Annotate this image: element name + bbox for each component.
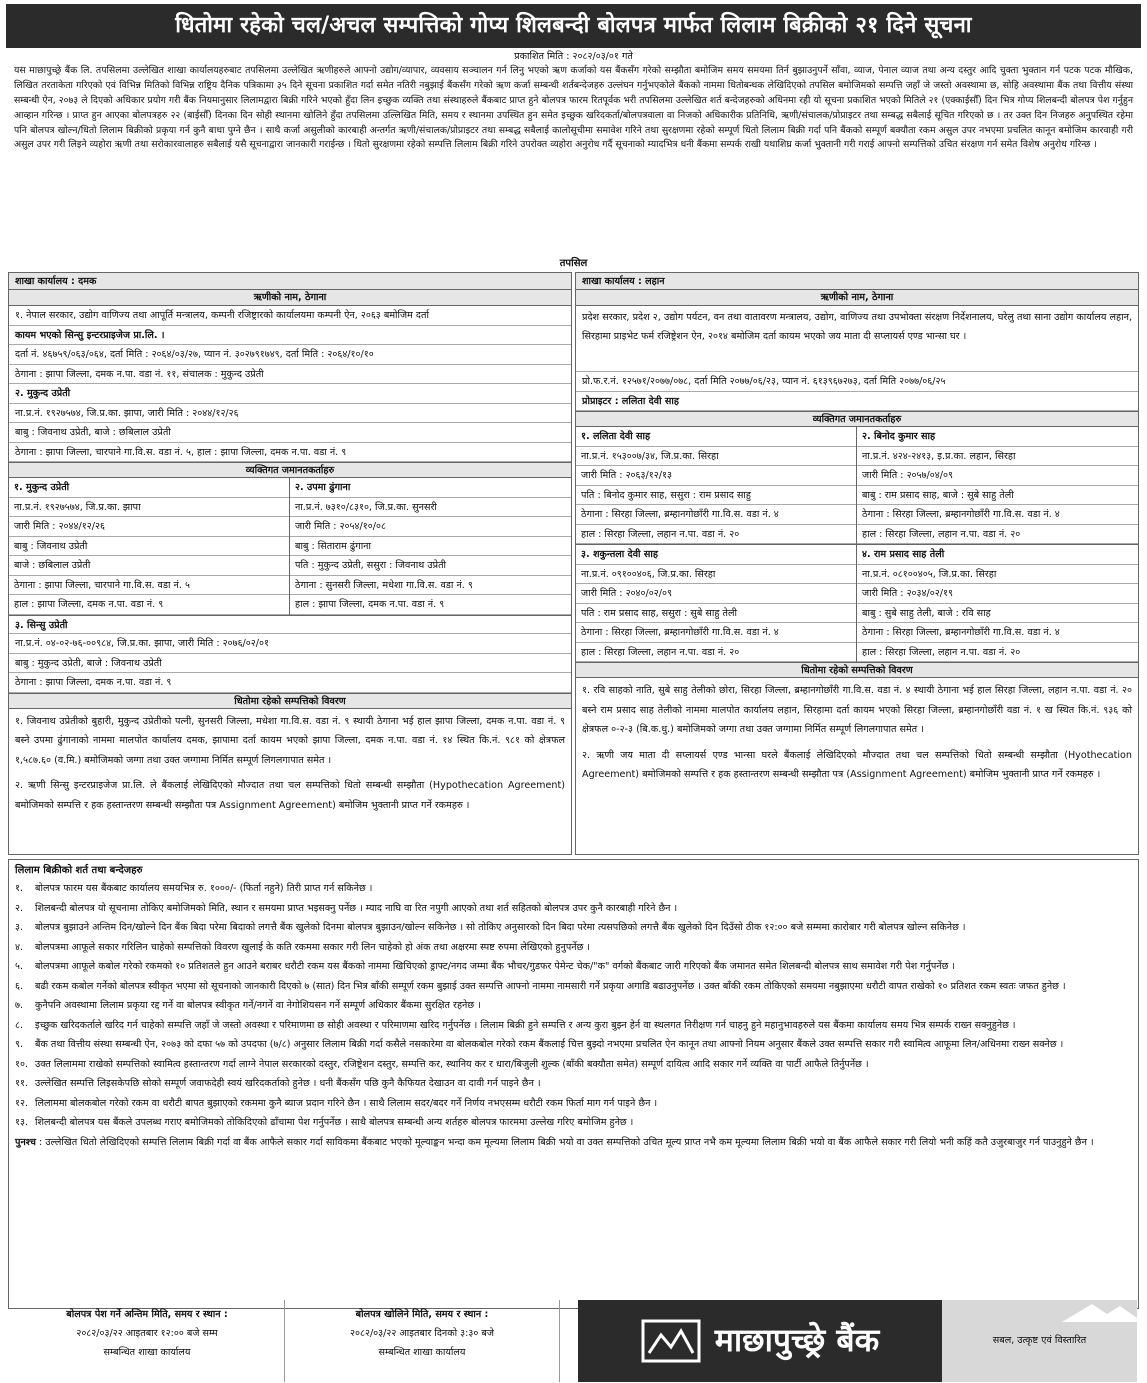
guarantor-line: जारी मिति : २०६३/१२/१३ (576, 466, 856, 486)
guarantor-card (576, 545, 857, 662)
guarantor-line: बाबु : सुबे साहु तेली, बाजे : रवि साह (857, 604, 1138, 624)
guarantor-line: ना.प्र.नं. ०९१००४०६, जि.प्र.का. सिरहा (576, 565, 856, 585)
condition-number: ४. (15, 941, 24, 953)
guarantor-line: बाबु : सिताराम ढुंगाना (290, 537, 571, 557)
guarantor-line: हाल : सिरहा जिल्ला, लहान न.पा. वडा नं. २० (576, 643, 856, 663)
condition-text: बढी रकम कबोल गर्नेको बोलपत्र स्वीकृत भएमा सो सूचनाको जानकारी दिएको ७ (सात) दिन भित्र बाँकी सम्पूर्ण रकम बुझाई उक्त सम्पत्ति आफ्नो नाममा नामसारी गर्ने प्रकृया अगाडि बढाउनुपर्नेछ । उक्त बाँकी रकम तोकिएको समयमा नबुझाएमा धरौटी वापत राखेको १० प्रतिशत रकम स्वतः जफत हुनेछ । (35, 980, 1066, 992)
condition-number: ११. (15, 1078, 29, 1089)
guarantor-card (857, 427, 1138, 544)
guarantor-line: हाल : सिरहा जिल्ला, लहान न.पा. वडा नं. २० (857, 525, 1138, 545)
borrower-line: ठेगाना : झापा जिल्ला, चारपाने गा.वि.स. वडा नं. ५, हाल : झापा जिल्ला, दमक न.पा. वडा नं. ९ (9, 443, 571, 463)
guarantor-name: १. मुकुन्द उप्रेती (9, 478, 289, 498)
notice-page (0, 4, 1147, 1383)
condition-text: शिलबन्दी बोलपत्र यस बैंकले उपलब्ध गराए बमोजिमको तोकिदिएको ढाँचामा पेश गर्नुपर्नेछ । साथै बोलपत्र सम्बन्धी अन्य शर्तहरु बोलपत्र फारममा उल्लेख गरिए बमोजिम हुनेछ । (35, 1117, 634, 1128)
condition-item (15, 879, 1132, 899)
submission-datetime: २०८२/०३/२२ आइतबार १२:०० बजे सम्म (76, 1328, 218, 1339)
guarantor-line: जारी मिति : २०४४/१२/२६ (9, 517, 289, 537)
condition-text: इच्छुक खरिदकर्ताले खरिद गर्न चाहेको सम्पत्ति जहाँ जे जस्तो अवस्था र परिमाणमा छ सोही अवस्था र परिमाणमा खरिद गर्नुपर्नेछ । लिलाम बिक्री हुने सम्पत्ति र अन्य कुरा बुझ्न हेर्न वा स्थलगत निरीक्षण गर्न चाहनु हुने महानुभावहरुले यस बैंकमा कार्यालय समय भित्र सम्पर्क राख्न सक्नुहुनेछ । (35, 1019, 1016, 1031)
auction-conditions (8, 859, 1139, 1309)
condition-text: बोलपत्र बुझाउने अन्तिम दिन/खोल्ने दिन बैंक बिदा परेमा बिदाको लगत्तै बैंक खुलेको दिनमा बोलपत्र बुझाउन/खोल्न सकिनेछ । सो तोकिए अनुसारको दिन बिदा परेमा त्यसपछिको लगत्तै बैंक खुलेको दिन दिउँसो ठीक १२:०० बजे सम्ममा कारोबार गरी बोलपत्र खोल्न सकिनेछ । (35, 922, 966, 933)
guarantor-card (290, 478, 571, 615)
guarantor-line: हाल : सिरहा जिल्ला, लहान न.पा. वडा नं. २० (576, 525, 856, 545)
condition-number: १. (15, 883, 24, 894)
bank-name: माछापुच्छ्रे बैंक (714, 1321, 880, 1360)
borrower-line: बाबु : जिवनाथ उप्रेती, बाजे : छबिलाल उप्रेती (9, 423, 571, 443)
condition-text: बोलपत्रमा आफूले सकार गरिलिन चाहेको सम्पत्तिको विवरण खुलाई के कति रकममा सकार गरी लिन चाहेको हो अंक तथा अक्षरमा स्पष्ट रुपमा लेखिएको हुनुपर्नेछ । (35, 941, 591, 953)
postscript-text: : उल्लेखित धितो लेखिदिएको सम्पत्ति लिलाम बिक्री गर्दा वा बैंक आफैले सकार गर्दा साविकमा बैंकबाट भएको मूल्याङ्कन भन्दा कम मूल्यमा लिलाम बिक्री भयो वा उक्त सम्पत्तिको उचित मूल्य प्राप्त नभै कम मूल्यमा लिलाम बिक्री भयो वा बैंक आफैले सकार गरी लियो भनी कहिं कतै उजुरबाजुर गर्न पाउनुहुने छैन । (39, 1136, 1094, 1148)
guarantor-line: ठेगाना : सिरहा जिल्ला, ब्रम्हानगोछाँरी गा.वि.स. वडा नं. ४ (576, 505, 856, 525)
condition-text: शिलबन्दी बोलपत्र यो सूचनामा तोकिए बमोजिमको मिति, स्थान र समयमा प्राप्त भइसक्नु पर्नेछ । म्याद नाघि वा रित नपुगी आएको तथा शर्त सहितको बोलपत्र उपर कुनै कारबाही गरिने छैन । (35, 902, 678, 914)
guarantor-line: ठेगाना : सिरहा जिल्ला, ब्रम्हानगोछाँरी गा.वि.स. वडा नं. ४ (857, 505, 1138, 525)
condition-item (15, 938, 1132, 958)
tagline-box (942, 1300, 1137, 1382)
guarantor-name: ३. सिन्सु उप्रेती (9, 615, 571, 635)
branch-lahan (575, 272, 1139, 855)
condition-text: कुनैपनि अवस्थामा लिलाम प्रकृया रद्द गर्ने वा बोलपत्र स्वीकृत गर्ने/नगर्ने वा नेगोशियसन गर्ने सम्पूर्ण अधिकार बैंकमा सुरक्षित रहनेछ । (35, 1000, 481, 1011)
guarantor-line: हाल : झापा जिल्ला, दमक न.पा. वडा नं. ९ (9, 595, 289, 615)
guarantor-grid (576, 427, 1138, 544)
condition-text: बैंक तथा वित्तीय संस्था सम्बन्धी ऐन, २०७३ को दफा ५७ को उपदफा (७/८) अनुसार लिलाम बिक्री गर्दा कसैले नसकारेमा वा बोलकबोल गरेको रकम बैंकलाई चित्त बुझ्दो नभएमा प्रचलित ऐन कानून तथा आफ्नो नियम अनुसार बैंकले उक्त सम्पत्ति सकार गरी स्वामित्व आफूमा लिन/अधिनमा राख्न सक्नेछ । (35, 1039, 1064, 1050)
submission-place: सम्बन्धित शाखा कार्यालय (103, 1347, 191, 1358)
condition-item (15, 918, 1132, 938)
guarantor-line: ठेगाना : झापा जिल्ला, दमक न.पा. वडा नं. ९ (9, 673, 571, 693)
tagline: सबल, उत्कृष्ट एवं विस्तारित (992, 1334, 1087, 1346)
guarantor-line: हाल : सिरहा जिल्ला, लहान न.पा. वडा नं. २० (857, 643, 1138, 663)
condition-item (15, 1055, 1132, 1075)
mountain-decoration-icon (942, 1300, 1137, 1322)
guarantor-line: हाल : झापा जिल्ला, दमक न.पा. वडा नं. ९ (290, 595, 571, 615)
guarantor-line: ना.प्र.नं. ०४-०२-७६-००९८४, जि.प्र.का. झापा, जारी मिति : २०७६/०२/०१ (9, 634, 571, 654)
branch-columns (8, 272, 1139, 855)
guarantor-line: ठेगाना : सुनसरी जिल्ला, मधेशा गा.वि.स. वडा नं. ९ (290, 576, 571, 596)
condition-text: बोलपत्रमा आफूले कबोल गरेको रकमको १० प्रतिशतले हुन आउने बराबर धरौटी रकम यस बैंकको नाममा खिचिएको ड्राफ्ट/नगद जम्मा बैंक भौचर/गुडफर पेमेन्ट चेक/"क" वर्गको बैंकबाट जारी गरिएको बैंक जमानत समेत शिलबन्दी बोलपत्र साथ समावेश गरी पेश गर्नुपर्नेछ । (35, 961, 956, 972)
condition-number: ६. (15, 980, 24, 992)
branch-damak (8, 272, 572, 855)
guarantor-name: २. बिनोद कुमार साह (857, 427, 1138, 447)
borrower-line: १. नेपाल सरकार, उद्योग वाणिज्य तथा आपूर्ति मन्त्रालय, कम्पनी रजिष्ट्रारको कार्यालयमा कम्पनी ऐन, २०६३ बमोजिम दर्ता (9, 306, 571, 326)
condition-number: १०. (15, 1058, 29, 1070)
borrower-line: ठेगाना : झापा जिल्ला, दमक न.पा. वडा नं. ११, संचालक : मुकुन्द उप्रेती (9, 365, 571, 385)
guarantor-card (576, 427, 857, 544)
property-item: २. ऋणी सिन्सु इन्टरप्राइजेज प्रा.लि. ले बैंकलाई लेखिदिएको मौज्दात तथा चल सम्पत्तिको धितो सम्बन्धी सम्झौता (Hypothecation Agreement) बमोजिमको सम्पत्ति र हक हस्तान्तरण सम्बन्धी सम्झौता पत्र Assignment Agreement) बमोजिम भुक्तानी प्राप्त गर्ने रकमहरु । (15, 780, 565, 811)
opening-place: सम्बन्धित शाखा कार्यालय (378, 1347, 466, 1358)
guarantor-line: बाजे : छबिलाल उप्रेती (9, 556, 289, 576)
submission-title: बोलपत्र पेश गर्ने अन्तिम मिति, समय र स्थान : (66, 1309, 228, 1320)
condition-number: ५. (15, 961, 24, 972)
guarantor-name: ४. राम प्रसाद साह तेली (857, 545, 1138, 565)
guarantor-grid (9, 478, 571, 615)
borrower-text: प्रदेश सरकार, प्रदेश २, उद्योग पर्यटन, वन तथा वातावरण मन्त्रालय, उद्योग, वाणिज्य तथा उपभोक्ता संरक्षण निर्देशनालय, घरेलु तथा साना उद्योग कार्यालय लहान, सिरहामा प्राइभेट फर्म रजिष्ट्रेशन ऐन, २०१४ बमोजिम दर्ता कायम भएको जय माता दी सप्लायर्स एण्ड भान्सा घर । (576, 306, 1138, 372)
condition-number: १३. (15, 1117, 29, 1128)
guarantor-line: ना.प्र.नं. ०८१००४०५, जि.प्र.का. सिरहा (857, 565, 1138, 585)
guarantor-line: पति : राम प्रसाद साह, ससुरा : सुबे साहु तेली (576, 604, 856, 624)
postscript-label: पुनश्च (15, 1136, 36, 1148)
proprietor-line: प्रोप्राइटर : ललिता देवी साह (576, 392, 1138, 412)
condition-number: ३. (15, 922, 24, 933)
conditions-title: लिलाम बिक्रीको शर्त तथा बन्देजहरु (15, 865, 143, 876)
postscript (15, 1133, 1132, 1153)
mountain-logo-icon (641, 1319, 701, 1363)
conditions-list (15, 879, 1132, 1133)
property-item: २. ऋणी जय माता दी सप्लायर्स एण्ड भान्सा घरले बैंकलाई लेखिदिएको मौज्दात तथा चल सम्पत्तिको धितो सम्बन्धी सम्झौता (Hyothecation Agreement) बमोजिमको सम्पत्ति र हक हस्तान्तरण सम्बन्धी सम्झौता पत्र (Assignment Agreement) बमोजिम भुक्तानी प्राप्त गर्ने रकमहरु । (582, 749, 1132, 780)
guarantor-line: जारी मिति : २०३४/०२/१९ (857, 584, 1138, 604)
condition-item (15, 1016, 1132, 1036)
condition-number: ७. (15, 1000, 24, 1011)
condition-text: लिलाममा बोलकबोल गरेको रकम वा धरौटी बापत बुझाएको रकममा कुनै ब्याज प्रदान गरिने छैन । साथै लिलाम सदर/बदर गर्ने निर्णय नभएसम्म धरौटी रकम फिर्ता माग गर्न पाइने छैन । (35, 1097, 658, 1109)
condition-item (15, 899, 1132, 919)
guarantor-line: ना.प्र.नं. १५३००७/३४, जि.प्र.का. सिरहा (576, 447, 856, 467)
condition-text: उल्लेखित सम्पत्ति लिइसकेपछि सोको सम्पूर्ण जवाफदेही स्वयं खरिदकर्ताको हुनेछ । धनी बैंकसँग पछि कुनै कैफियत देखाउन वा दावी गर्न पाइने छैन । (35, 1078, 541, 1089)
guarantor-name: १. ललिता देवी साह (576, 427, 856, 447)
guarantor-line: ठेगाना : सिरहा जिल्ला, ब्रम्हानगोछाँरी गा.वि.स. वडा नं. ४ (576, 623, 856, 643)
guarantor-line: बाबु : जिवनाथ उप्रेती (9, 537, 289, 557)
property-header: धितोमा रहेको सम्पत्तिको विवरण (9, 693, 571, 709)
condition-item (15, 1094, 1132, 1114)
branch-header: शाखा कार्यालय : दमक (9, 273, 571, 290)
footer (10, 1300, 1137, 1382)
borrower-line: ना.प्र.नं. १९२७५७४, जि.प्र.का. झापा, जारी मिति : २०४४/१२/२६ (9, 404, 571, 424)
condition-item (15, 996, 1132, 1016)
borrower-header: ऋणीको नाम, ठेगाना (576, 290, 1138, 306)
publish-date: प्रकाशित मिति : २०८२/०३/०१ गते (514, 51, 633, 62)
condition-number: १२. (15, 1097, 29, 1109)
borrower-line: दर्ता नं. ४६७५९/०६३/०६४, दर्ता मिति : २०६४/०३/२७, प्यान नं. ३०२७९१७४९, दर्ता मिति : २०६४/१०/१० (9, 345, 571, 365)
guarantor-line: ठेगाना : सिरहा जिल्ला, ब्रम्हानगोछाँरी गा.वि.स. वडा नं. ४ (857, 623, 1138, 643)
opening-datetime: २०८२/०३/२२ आइतबार दिनको ३:३० बजे (350, 1328, 494, 1339)
condition-item (15, 977, 1132, 997)
guarantor-line: जारी मिति : २०४०/०२/०९ (576, 584, 856, 604)
guarantor-card (857, 545, 1138, 662)
notice-title: धितोमा रहेको चल/अचल सम्पत्तिको गोप्य शिलबन्दी बोलपत्र मार्फत लिलाम बिक्रीको २१ दिने सूचना (6, 4, 1141, 48)
branch-header: शाखा कार्यालय : लहान (576, 273, 1138, 290)
guarantor-line: जारी मिति : २०५४/१०/०८ (290, 517, 571, 537)
submission-info (10, 1300, 285, 1382)
condition-text: उक्त लिलाममा राखेको सम्पत्तिको स्वामित्व हस्तान्तरण गर्दा लाग्ने नेपाल सरकारको दस्तुर, रजिष्ट्रेशन दस्तुर, सम्पत्ति कर, स्थानिय कर र धारा/बिजुली शुल्क (बाँकी बक्यौता समेत) सम्पूर्ण दायित्व आदि सकार गर्ने व्यक्ति वा पार्टी आफैले तिर्नुपर्नेछ । (35, 1058, 869, 1070)
guarantor-line: ठेगाना : झापा जिल्ला, चारपाने गा.वि.स. वडा नं. ५ (9, 576, 289, 596)
condition-item (15, 1074, 1132, 1094)
guarantor-line: बाबु : राम प्रसाद साह, बाजे : सुबे साहु तेली (857, 486, 1138, 506)
opening-title: बोलपत्र खोलिने मिति, समय र स्थान : (355, 1309, 489, 1320)
guarantor-line: पति : मुकुन्द उप्रेती, ससुरा : जिवनाथ उप्रेती (290, 556, 571, 576)
schedule-heading: तपसिल (559, 258, 588, 269)
property-header: धितोमा रहेको सम्पत्तिको विवरण (576, 662, 1138, 678)
guarantor-line: पति : बिनोद कुमार साह, ससुरा : राम प्रसाद साहु (576, 486, 856, 506)
guarantor-line: ना.प्र.नं. १९२७५७४, जि.प्र.का. झापा (9, 498, 289, 518)
condition-number: ९. (15, 1039, 24, 1050)
property-item: १. जिवनाथ उप्रेतीको बुहारी, मुकुन्द उप्रेतीको पत्नी, सुनसरी जिल्ला, मधेशा गा.वि.स. वडा नं. ९ स्थायी ठेगाना भई हाल झापा जिल्ला, दमक न.पा. वडा नं. ९ बस्ने उपमा ढुंगानाको नाममा मालपोत कार्यालय दमक, झापामा दर्ता कायम भएको झापा जिल्ला, दमक न.पा. वडा नं. १४ स्थित कि.नं. ९८१ को क्षेत्रफल १,५८७.६० (व.मि.) बमोजिमको जग्गा तथा उक्त जग्गामा निर्मित सम्पूर्ण लिगलगापात समेत । (15, 715, 565, 766)
guarantor-line: ना.प्र.नं. ७३१०/८३१०, जि.प्र.का. सुनसरी (290, 498, 571, 518)
borrower-line: कायम भएको सिन्सु इन्टरप्राइजेज प्रा.लि. । (9, 326, 571, 346)
guarantor-name: ३. शकुन्तला देवी साह (576, 545, 856, 565)
borrower-name: २. मुकुन्द उप्रेती (9, 384, 571, 404)
property-item: १. रवि साहको नाति, सुबे साहु तेलीको छोरा, सिरहा जिल्ला, ब्रम्हानगोछाँरी गा.वि.स. वडा नं. ४ स्थायी ठेगाना भई हाल सिरहा जिल्ला, लहान न.पा. वडा नं. २० बस्ने राम प्रसाद साह तेलीको नाममा मालपोत कार्यालय लहान, सिरहामा दर्ता कायम भएको सिरहा जिल्ला, ब्रम्हानगोछाँरी वडा नं. १ ख स्थित कि.नं. ९३६ को क्षेत्रफल ०-२-३ (बि.क.धु.) बमोजिमको जग्गा तथा उक्त जग्गामा निर्मित सम्पूर्ण लिगलगापात समेत । (582, 685, 1132, 735)
borrower-line: प्रो.फ.र.नं. १२५७१/२०७७/०७८, दर्ता मिति २०७७/०६/२३, प्यान नं. ६१३९६७२७३, दर्ता मिति २०७७/०६/२५ (576, 372, 1138, 392)
guarantor-line: बाबु : मुकुन्द उप्रेती, बाजे : जिवनाथ उप्रेती (9, 654, 571, 674)
condition-number: ८. (15, 1019, 24, 1031)
intro-paragraph: यस माछापुच्छ्रे बैंक लि. तपसिलमा उल्लेखित शाखा कार्यालयहरुबाट तपसिलमा उल्लेखित ऋणीहरुले आफ्नो उद्योग/व्यापार, व्यवसाय सञ्चालन गर्न लिनु भएको ऋण कर्जाको यस बैंकसँग गरेको सम्झौता बमोजिम समय समयमा तिर्न बुझाउनुपर्ने साँवा, व्याज, पेनाल व्याज तथा अन्य दस्तुर आदि चुक्ता भुक्तान गर्न पटक पटक मौखिक, लिखित तरताकेता गरिएको एवं विभिन्न मितिको विभिन्न राष्ट्रिय दैनिक पत्रिकामा ३५ दिने सूचना प्रकाशित गर्दा समेत नतिरी नबुझाई बैंकसँग गरेको ऋण कर्जा सम्बन्धी शर्तबन्देजहरु उल्लंघन गर्नुभएकोले बैंकको नाममा धितोबन्धक लेखिदिएको तपसिल बमोजिमको सम्पत्ति जहाँ जे जस्तो अवस्थामा छ, सोहि अवस्थामा बैंक तथा वित्तीय संस्था सम्बन्धी ऐन, २०७३ ले दिएको अधिकार प्रयोग गरी बैंक नियमानुसार लिलामद्वारा बिक्री गरिने भएको हुँदा लिन इच्छुक व्यक्ति तथा संस्थाहरुले बैंकबाट प्राप्त हुने बोलपत्र फारम रितपूर्वक भरी तपसिलमा उल्लेखित शर्त बन्देजहरुको अधिनमा रही यो सूचना प्रकाशित भएको मितिले २१ (एक्काईसौँ) दिन भित्र गोप्य शिलबन्दी बोलपत्र पेश गर्नुहुन आव्हान गरिन्छ । प्राप्त हुन आएका बोलपत्रहरु २२ (बाईसौँ) दिनका दिन सोही स्थानमा खोलिने हुँदा तपसिलमा उल्लिखित मिति, समय र स्थानमा उपस्थित हुन समेत इच्छुक खरिदकर्ता/बोलपत्रवाला वा निजको अधिकारीक प्रतिनिधि, ऋणी/संचालक/प्रोप्राइटर तथा सम्बद्ध सबैलाई सूचित गरिएको छ । तर उक्त दिन निजहरु अनुपस्थित रहेमा पनि बोलपत्र खोल्न/धितो लिलाम बिक्रीको प्रकृया गर्न कुनै बाधा पुग्ने छैन । साथै कर्जा असुलीको कारबाही अन्तर्गत ऋणी/संचालक/प्रोप्राइटर तथा सम्बद्ध सबैलाई कालोसूचीमा समावेश गरिने तथा सुरक्षणमा रहेको सम्पूर्ण धितो लिलाम बिक्री गर्दा पनि बैंकको सम्पूर्ण बक्यौता रकम असुल उपर नभएमा प्रचलित कानून बमोजिम कारवाही गरी असुल उपर गरी लिइने व्यहोरा ऋणी तथा सरोकारवालाहरु सबैलाई यसै सूचनाद्वारा जानकारी गराईन्छ । धितो सुरक्षणमा रहेको सम्पत्ति लिलाम बिक्री गरिने उपरोक्त व्यहोरा अनुरोध गर्दै सूचनाको म्यादभित्र धनी बैंकमा सम्पर्क राखी यथाशिघ्र कर्जा भुक्तानी गरी गराई आफ्नो सम्पत्तिको उचित संरक्षण गर्न समेत विशेष अनुरोध गरिन्छ । (14, 65, 1133, 151)
condition-item (15, 957, 1132, 977)
guarantor-name: २. उपमा ढुंगाना (290, 478, 571, 498)
bank-logo (578, 1300, 942, 1382)
guarantor-header: व्यक्तिगत जमानतकर्ताहरु (9, 462, 571, 478)
guarantor-grid (576, 544, 1138, 662)
condition-item (15, 1035, 1132, 1055)
borrower-header: ऋणीको नाम, ठेगाना (9, 290, 571, 306)
guarantor-card (9, 478, 290, 615)
guarantor-line: जारी मिति : २०५७/०४/०९ (857, 466, 1138, 486)
condition-number: २. (15, 902, 24, 914)
condition-text: बोलपत्र फारम यस बैंकबाट कार्यालय समयभित्र रु. १०००/- (फिर्ता नहुने) तिरी प्राप्त गर्न सकिनेछ । (35, 883, 373, 894)
guarantor-line: ना.प्र.नं. ४२४-२४१३, इ.प्र.का. लहान, सिरहा (857, 447, 1138, 467)
opening-info (285, 1300, 560, 1382)
guarantor-header: व्यक्तिगत जमानतकर्ताहरु (576, 411, 1138, 427)
condition-item (15, 1113, 1132, 1133)
